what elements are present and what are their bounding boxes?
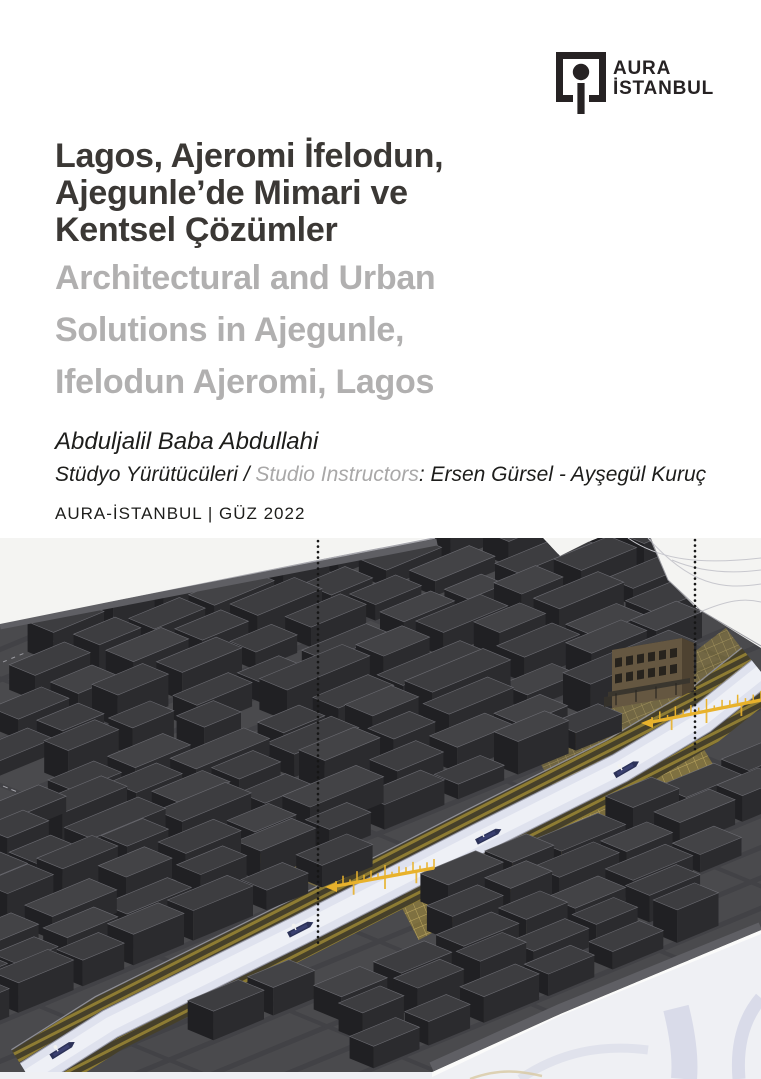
logo-word-istanbul: İSTANBUL	[613, 78, 715, 99]
instructors-names: : Ersen Gürsel - Ayşegül Kuruç	[418, 463, 707, 486]
title-tr-line3: Kentsel Çözümler	[55, 211, 338, 249]
title-english	[55, 252, 435, 408]
program-season-line: AURA-İSTANBUL | GÜZ 2022	[55, 504, 306, 523]
title-tr-line1: Lagos, Ajeromi İfelodun,	[55, 137, 444, 175]
logo-word-aura: AURA	[613, 58, 672, 79]
title-tr-line2: Ajegunle’de Mimari ve	[55, 174, 408, 212]
logo-wordmark	[613, 59, 714, 99]
instructors-label-tr: Stüdyo Yürütücüleri /	[55, 463, 256, 486]
site-render	[0, 538, 761, 1079]
aura-istanbul-logo	[556, 52, 714, 116]
title-en-line2: Solutions in Ajegunle,	[55, 311, 405, 349]
author-name: Abduljalil Baba Abdullahi	[55, 428, 319, 455]
instructors-label-en: Studio Instructors	[255, 463, 419, 486]
map-road	[676, 1008, 685, 1079]
aura-logo-icon	[556, 52, 606, 116]
title-turkish	[55, 138, 443, 249]
title-en-line3: Ifelodun Ajeromi, Lagos	[55, 363, 435, 401]
title-en-line1: Architectural and Urban	[55, 259, 436, 297]
instructors-line	[55, 462, 706, 488]
site-render-svg	[0, 538, 761, 1079]
